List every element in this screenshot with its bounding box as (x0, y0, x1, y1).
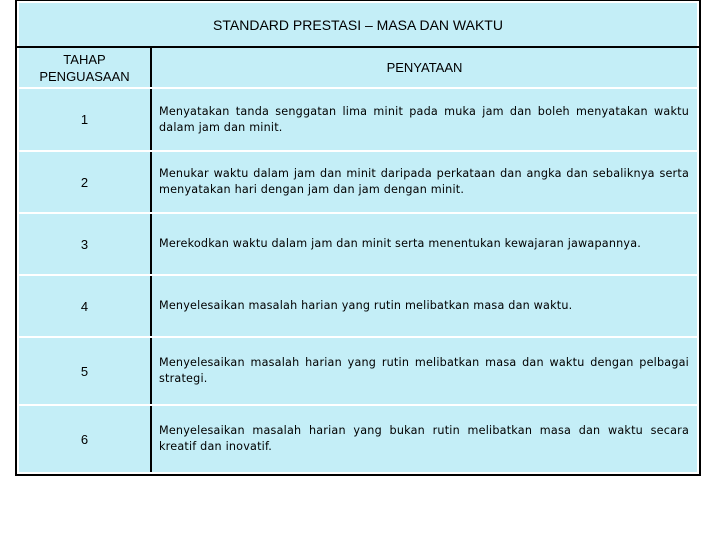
statement-cell: Menukar waktu dalam jam dan minit daripada perkataan dan angka dan sebaliknya serta menyatakan hari dengan jam dan jam dengan minit. (151, 151, 698, 213)
level-cell: 3 (18, 213, 151, 275)
table-row (18, 151, 698, 213)
table-row (18, 88, 698, 151)
statement-cell: Menyelesaikan masalah harian yang rutin melibatkan masa dan waktu. (151, 275, 698, 337)
table-row (18, 275, 698, 337)
level-cell: 2 (18, 151, 151, 213)
column-header-statement: PENYATAAN (151, 47, 698, 88)
column-header-level: TAHAP PENGUASAAN (18, 47, 151, 88)
table-title: STANDARD PRESTASI – MASA DAN WAKTU (18, 2, 698, 47)
performance-standard-table (17, 1, 699, 474)
statement-cell: Menyelesaikan masalah harian yang rutin melibatkan masa dan waktu dengan pelbagai strategi. (151, 337, 698, 405)
level-cell: 4 (18, 275, 151, 337)
level-cell: 6 (18, 405, 151, 473)
table-row (18, 405, 698, 473)
level-cell: 5 (18, 337, 151, 405)
statement-cell: Menyatakan tanda senggatan lima minit pada muka jam dan boleh menyatakan waktu dalam jam dan minit. (151, 88, 698, 151)
table-row (18, 337, 698, 405)
level-cell: 1 (18, 88, 151, 151)
table-row (18, 213, 698, 275)
statement-cell: Menyelesaikan masalah harian yang bukan rutin melibatkan masa dan waktu secara kreatif dan inovatif. (151, 405, 698, 473)
performance-standard-table-wrapper (17, 1, 697, 474)
statement-cell: Merekodkan waktu dalam jam dan minit serta menentukan kewajaran jawapannya. (151, 213, 698, 275)
